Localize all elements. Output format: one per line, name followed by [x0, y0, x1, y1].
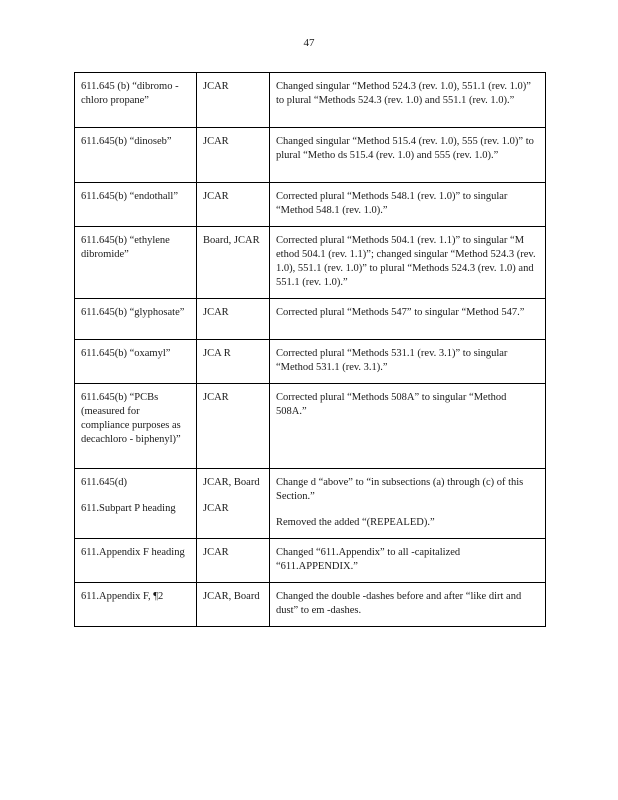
source-cell — [197, 469, 270, 539]
table-row — [75, 340, 546, 384]
action-cell — [270, 469, 546, 539]
table-row — [75, 183, 546, 227]
table-row — [75, 73, 546, 128]
source-cell: JCAR — [197, 539, 270, 583]
page-number: 47 — [303, 37, 315, 49]
section-cell: 611.Appendix F, ¶2 — [75, 583, 197, 627]
table-row — [75, 469, 546, 539]
table-row — [75, 583, 546, 627]
section-text: 611.645(d) — [81, 477, 127, 488]
table-row — [75, 539, 546, 583]
section-cell: 611.645(b) “oxamyl” — [75, 340, 197, 384]
table-row — [75, 227, 546, 299]
action-cell: Corrected plural “Methods 504.1 (rev. 1.1)” to singular “M ethod 504.1 (rev. 1.1)”; changed singular “Method 524.3 (rev. 1.0), 551.1 (rev. 1.0)” to plural “Methods 524.3 (rev. 1.0) and 551.1 (rev. 1.0).” — [270, 227, 546, 299]
source-cell: JCAR — [197, 299, 270, 340]
source-cell: JCAR — [197, 128, 270, 183]
section-cell: 611.645(b) “endothall” — [75, 183, 197, 227]
action-text: Change d “above” to “in subsections (a) through (c) of this Section.” — [276, 477, 524, 502]
action-cell: Changed the double -dashes before and after “like dirt and dust” to em -dashes. — [270, 583, 546, 627]
section-cell: 611.645(b) “PCBs (measured for compliance purposes as decachloro - biphenyl)” — [75, 384, 197, 469]
table-row — [75, 128, 546, 183]
source-text: JCAR, Board — [203, 477, 260, 488]
source-cell: JCAR — [197, 183, 270, 227]
table-row — [75, 299, 546, 340]
action-cell: Corrected plural “Methods 547” to singular “Method 547.” — [270, 299, 546, 340]
table-row — [75, 384, 546, 469]
action-cell: Changed singular “Method 515.4 (rev. 1.0), 555 (rev. 1.0)” to plural “Metho ds 515.4 (rev. 1.0) and 555 (rev. 1.0).” — [270, 128, 546, 183]
source-cell: JCAR, Board — [197, 583, 270, 627]
section-cell — [75, 469, 197, 539]
source-cell: JCA R — [197, 340, 270, 384]
section-cell: 611.645(b) “dinoseb” — [75, 128, 197, 183]
action-cell: Corrected plural “Methods 531.1 (rev. 3.1)” to singular “Method 531.1 (rev. 3.1).” — [270, 340, 546, 384]
subsource-text: JCAR — [203, 503, 229, 514]
section-cell: 611.Appendix F heading — [75, 539, 197, 583]
source-cell: JCAR — [197, 384, 270, 469]
action-cell: Changed “611.Appendix” to all -capitalized “611.APPENDIX.” — [270, 539, 546, 583]
changes-table — [74, 72, 546, 627]
subsection-text: 611.Subpart P heading — [81, 503, 176, 514]
section-cell: 611.645(b) “glyphosate” — [75, 299, 197, 340]
action-cell: Corrected plural “Methods 548.1 (rev. 1.0)” to singular “Method 548.1 (rev. 1.0).” — [270, 183, 546, 227]
section-cell: 611.645(b) “ethylene dibromide” — [75, 227, 197, 299]
section-cell: 611.645 (b) “dibromo - chloro propane” — [75, 73, 197, 128]
source-cell: JCAR — [197, 73, 270, 128]
action-cell: Changed singular “Method 524.3 (rev. 1.0), 551.1 (rev. 1.0)” to plural “Methods 524.3 (rev. 1.0) and 551.1 (rev. 1.0).” — [270, 73, 546, 128]
action-cell: Corrected plural “Methods 508A” to singular “Method 508A.” — [270, 384, 546, 469]
subaction-text: Removed the added “(REPEALED).” — [276, 517, 435, 528]
source-cell: Board, JCAR — [197, 227, 270, 299]
